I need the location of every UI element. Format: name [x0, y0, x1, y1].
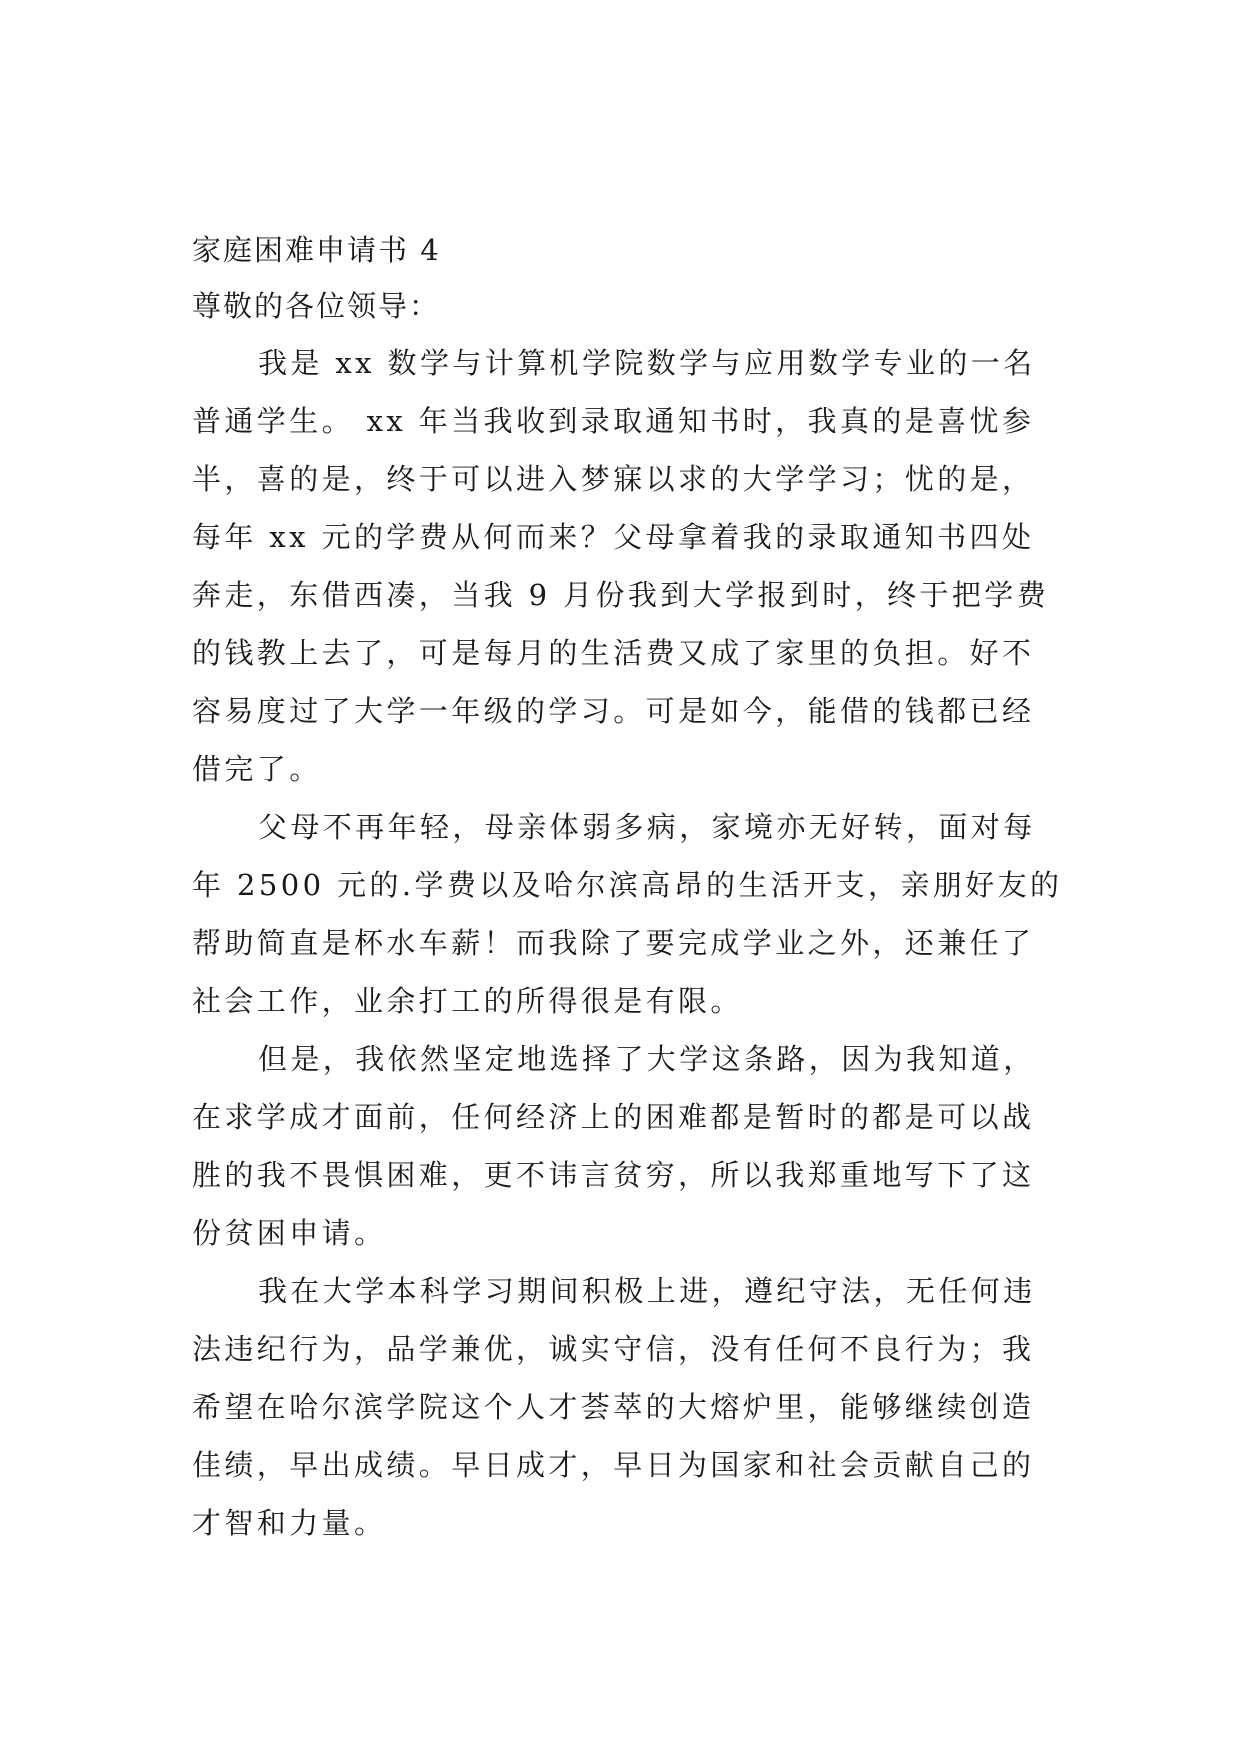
paragraph-line: 我是 xx 数学与计算机学院数学与应用数学专业的一名	[258, 346, 1036, 380]
paragraph-line: 帮助简直是杯水车薪！而我除了要完成学业之外，还兼任了	[192, 926, 1035, 960]
paragraph-line: 年 2500 元的.学费以及哈尔滨高昂的生活开支，亲朋好友的	[192, 868, 1063, 902]
paragraph-1	[192, 334, 1052, 798]
paragraph-line: 社会工作，业余打工的所得很是有限。	[192, 984, 743, 1018]
paragraph-line: 份贫困申请。	[192, 1216, 387, 1250]
paragraph-3	[192, 1030, 1052, 1262]
paragraph-4	[192, 1262, 1052, 1552]
document-body	[192, 222, 1063, 1552]
paragraph-line: 我在大学本科学习期间积极上进，遵纪守法，无任何违	[258, 1274, 1036, 1308]
paragraph-line: 胜的我不畏惧困难，更不讳言贫穷，所以我郑重地写下了这	[192, 1158, 1035, 1192]
paragraph-line: 容易度过了大学一年级的学习。可是如今，能借的钱都已经	[192, 694, 1035, 728]
paragraph-line: 在求学成才面前，任何经济上的困难都是暂时的都是可以战	[192, 1100, 1035, 1134]
paragraph-line: 才智和力量。	[192, 1506, 387, 1540]
paragraph-line: 每年 xx 元的学费从何而来？父母拿着我的录取通知书四处	[192, 520, 1035, 554]
paragraph-line: 希望在哈尔滨学院这个人才荟萃的大熔炉里，能够继续创造	[192, 1390, 1035, 1424]
paragraph-line: 父母不再年轻，母亲体弱多病，家境亦无好转，面对每	[258, 810, 1036, 844]
paragraph-line: 借完了。	[192, 752, 322, 786]
paragraph-line: 奔走，东借西凑，当我 9 月份我到大学报到时，终于把学费	[192, 578, 1050, 612]
document-title: 家庭困难申请书 4	[192, 233, 441, 267]
paragraph-line: 佳绩，早出成绩。早日成才，早日为国家和社会贡献自己的	[192, 1448, 1035, 1482]
paragraph-2	[192, 798, 1063, 1030]
paragraph-line: 法违纪行为，品学兼优，诚实守信，没有任何不良行为；我	[192, 1332, 1035, 1366]
paragraph-line: 普通学生。 xx 年当我收到录取通知书时，我真的是喜忧参	[192, 404, 1035, 438]
paragraph-line: 半，喜的是，终于可以进入梦寐以求的大学学习；忧的是，	[192, 462, 1035, 496]
paragraph-line: 的钱教上去了，可是每月的生活费又成了家里的负担。好不	[192, 636, 1035, 670]
paragraph-line: 但是，我依然坚定地选择了大学这条路，因为我知道，	[258, 1042, 1036, 1076]
salutation: 尊敬的各位领导：	[192, 289, 441, 323]
